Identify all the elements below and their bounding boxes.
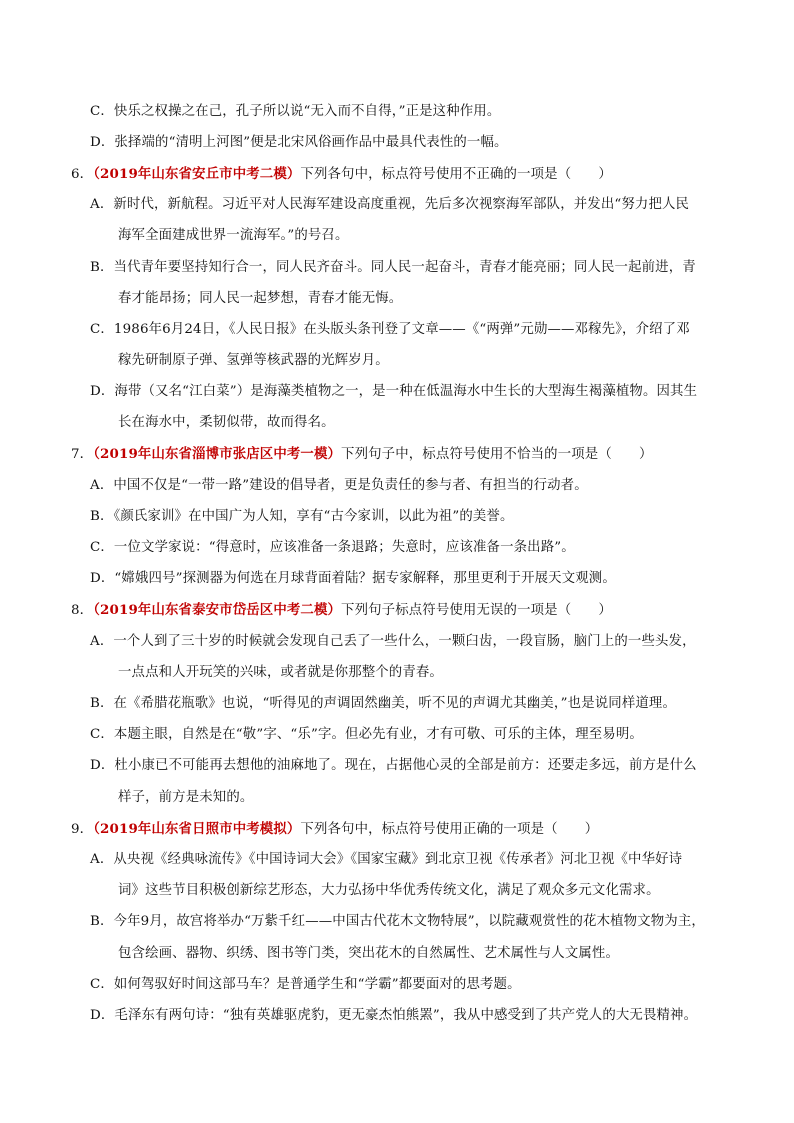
question-source: （2019年山东省安丘市中考二模）: [93, 166, 301, 182]
q5-option-d: D．张择端的“清明上河图”便是北宋风俗画作品中最具代表性的一幅。: [90, 135, 508, 150]
q6-option-d: D．海带（又名“江白菜”）是海藻类植物之一，是一种在低温海水中生长的大型海生褐藻植物。因其生: [90, 384, 698, 399]
q6-option-a: A．新时代，新航程。习近平对人民海军建设高度重视，先后多次视察海军部队，并发出“努力把人民: [90, 197, 690, 212]
question-source: （2019年山东省日照市中考模拟）: [93, 821, 301, 837]
question-9: [71, 820, 598, 839]
q7-option-b: B．《颜氏家训》在中国广为人知，享有“古今家训，以此为祖”的美誉。: [90, 509, 514, 524]
q7-option-a: A．中国不仅是“一带一路”建设的倡导者，更是负责任的参与者、有担当的行动者。: [90, 478, 588, 493]
question-number: 6．: [71, 167, 94, 182]
q5-option-c: C．快乐之权操之在己，孔子所以说“无入而不自得，”正是这种作用。: [90, 104, 501, 119]
question-7: [71, 445, 652, 464]
q7-option-c: C．一位文学家说：“得意时，应该准备一条退路；失意时，应该准备一条出路”。: [90, 540, 575, 555]
q6-option-c-cont: 稼先研制原子弹、氢弹等核武器的光辉岁月。: [118, 353, 389, 368]
q9-option-d: D．毛泽东有两句诗：“独有英雄驱虎豹，更无豪杰怕熊罴”，我从中感受到了共产党人的大无畏精神。: [90, 1008, 698, 1023]
question-stem: 下列各句中，标点符号使用不正确的一项是（ ）: [300, 167, 612, 182]
q6-option-b-cont: 春才能昂扬；同人民一起梦想，青春才能无悔。: [118, 291, 403, 306]
q8-option-a: A．一个人到了三十岁的时候就会发现自己丢了一些什么，一颗臼齿，一段盲肠，脑门上的一些头发，: [90, 634, 696, 649]
q9-option-a: A．从央视《经典咏流传》《中国诗词大会》《国家宝藏》到北京卫视《传承者》河北卫视《中华好诗: [90, 852, 683, 867]
question-8: [71, 601, 612, 620]
question-number: 8．: [71, 603, 94, 618]
question-stem: 下列句子中，标点符号使用不恰当的一项是（ ）: [341, 447, 653, 462]
q9-option-c: C．如何驾驭好时间这部马车？是普通学生和“学霸”都要面对的思考题。: [90, 977, 521, 992]
q8-option-b: B．在《希腊花瓶歌》也说，“听得见的声调固然幽美，听不见的声调尤其幽美，”也是说同样道理。: [90, 696, 676, 711]
question-stem: 下列句子标点符号使用无误的一项是（ ）: [341, 603, 612, 618]
q6-option-a-cont: 海军全面建成世界一流海军。”的号召。: [118, 228, 349, 243]
q8-option-c: C．本题主眼，自然是在“敬”字、“乐”字。但必先有业，才有可敬、可乐的主体，理至易明。: [90, 727, 643, 742]
q8-option-a-cont: 一点点和人开玩笑的兴味，或者就是你那整个的青春。: [118, 665, 443, 680]
q6-option-c: C．1986年6月24日，《人民日报》在头版头条刊登了文章——《“两弹”元勋——邓稼先》，介绍了邓: [90, 322, 690, 337]
q9-option-a-cont: 词》这些节目积极创新综艺形态，大力弘扬中华优秀传统文化，满足了观众多元文化需求。: [118, 883, 660, 898]
q6-option-d-cont: 长在海水中，柔韧似带，故而得名。: [118, 415, 335, 430]
q9-option-b-cont: 包含绘画、器物、织绣、图书等门类，突出花木的自然属性、艺术属性与人文属性。: [118, 946, 620, 961]
question-number: 7．: [71, 447, 94, 462]
question-source: （2019年山东省淄博市张店区中考一模）: [93, 446, 342, 462]
q8-option-d-cont: 样子，前方是未知的。: [118, 790, 254, 805]
question-6: [71, 165, 612, 184]
q7-option-d: D．“嫦娥四号”探测器为何选在月球背面着陆？据专家解释，那里更利于开展天文观测。: [90, 571, 616, 586]
q8-option-d: D．杜小康已不可能再去想他的油麻地了。现在，占据他心灵的全部是前方：还要走多远，前方是什么: [90, 758, 697, 773]
q6-option-b: B．当代青年要坚持知行合一，同人民齐奋斗。同人民一起奋斗，青春才能亮丽；同人民一起前进，青: [90, 260, 696, 275]
question-stem: 下列各句中，标点符号使用正确的一项是（ ）: [300, 822, 599, 837]
question-source: （2019年山东省泰安市岱岳区中考二模）: [93, 602, 342, 618]
question-number: 9．: [71, 822, 94, 837]
q9-option-b: B．今年9月，故宫将举办“万紫千红——中国古代花木文物特展”，以院藏观赏性的花木植物文物为主，: [90, 914, 705, 929]
